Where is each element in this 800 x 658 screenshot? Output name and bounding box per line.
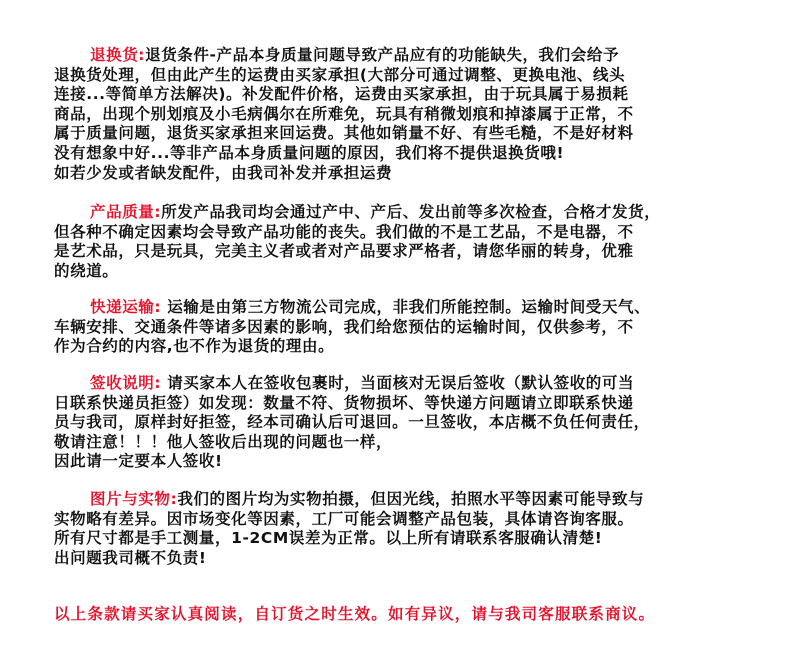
section-shipping xyxy=(54,298,774,357)
section-text: 日联系快递员拒签）如发现：数量不符、货物损坏、等快递方问题请立即联系快递 xyxy=(54,393,634,412)
section-text: 的绕道。 xyxy=(54,261,119,280)
section-returns xyxy=(54,46,774,183)
section-text: 但各种不确定因素均会导致产品功能的丧失。我们做的不是工艺品，不是电器，不 xyxy=(54,222,634,241)
section-text: 车辆安排、交通条件等诸多因素的影响，我们给您预估的运输时间，仅供参考，不 xyxy=(54,317,634,336)
section-text: 敬请注意！！！他人签收后出现的问题也一样， xyxy=(54,432,393,451)
section-text: 所有尺寸都是手工测量，1-2CM误差为正常。以上所有请联系客服确认清楚! xyxy=(54,529,603,548)
section-first-line xyxy=(54,203,774,223)
section-first-line xyxy=(54,374,774,394)
section-text: 请买家本人在签收包裹时，当面核对无误后签收（默认签收的可当 xyxy=(161,374,635,392)
section-text: 商品，出现个别划痕及小毛病偶尔在所难免，玩具有稍微划痕和掉漆属于正常，不 xyxy=(54,104,634,123)
section-text: 员与我司，原样封好拒签，经本司确认后可退回。一旦签收，本店概不负任何责任， xyxy=(54,413,650,432)
section-text: 出问题我司概不负责! xyxy=(54,548,207,567)
section-images xyxy=(54,490,774,568)
section-quality xyxy=(54,203,774,281)
section-first-line xyxy=(54,46,774,66)
section-text: 所发产品我司均会通过产中、产后、发出前等多次检查，合格才发货， xyxy=(161,203,661,221)
section-heading: 图片与实物: xyxy=(90,490,178,508)
section-text: 没有想象中好...等非产品本身质量问题的原因，我们将不提供退换货哦! xyxy=(54,143,565,162)
section-heading: 快递运输: xyxy=(90,298,162,316)
section-text: 实物略有差异。因市场变化等因素，工厂可能会调整产品包装，具体请咨询客服。 xyxy=(54,509,634,528)
section-heading: 退换货: xyxy=(90,46,146,64)
section-text: 我们的图片均为实物拍摄，但因光线，拍照水平等因素可能导致与 xyxy=(177,490,645,508)
section-text: 作为合约的内容,也不作为退货的理由。 xyxy=(54,337,335,356)
section-text: 如若少发或者缺发配件，由我司补发并承担运费 xyxy=(54,163,393,182)
section-heading: 产品质量: xyxy=(90,203,162,221)
section-first-line xyxy=(54,490,774,510)
section-signing xyxy=(54,374,774,472)
section-heading: 签收说明: xyxy=(90,374,162,392)
terms-footer-notice: 以上条款请买家认真阅读，自订货之时生效。如有异议，请与我司客服联系商议。 xyxy=(54,605,656,623)
section-text: 运输是由第三方物流公司完成，非我们所能控制。运输时间受天气、 xyxy=(161,298,651,316)
section-text: 属于质量问题，退货买家承担来回运费。其他如销量不好、有些毛糙，不是好材料 xyxy=(54,124,634,143)
section-text: 连接...等简单方法解决)。补发配件价格，运费由买家承担，由于玩具属于易损耗 xyxy=(54,85,629,104)
section-first-line xyxy=(54,298,774,318)
section-text: 退换货处理，但由此产生的运费由买家承担(大部分可通过调整、更换电池、线头 xyxy=(54,65,626,84)
section-text: 因此请一定要本人签收! xyxy=(54,452,223,471)
section-text: 是艺术品，只是玩具，完美主义者或者对产品要求严格者，请您华丽的转身，优雅 xyxy=(54,242,634,261)
section-text: 退货条件-产品本身质量问题导致产品应有的功能缺失，我们会给予 xyxy=(145,46,620,64)
